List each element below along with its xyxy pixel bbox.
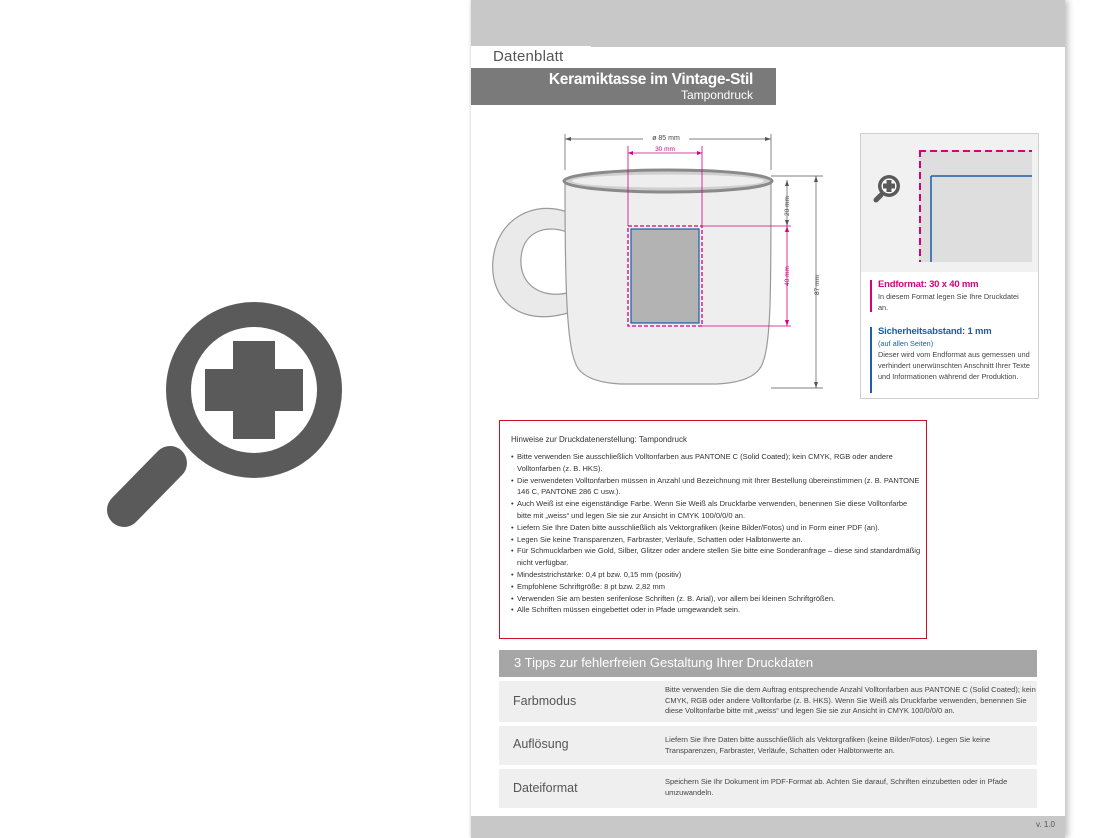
dim-total-height: 87 mm (814, 275, 821, 295)
hint-item: • Bitte verwenden Sie ausschließlich Volltonfarben aus PANTONE C (Solid Coated); kein CMYK, RGB oder andere Volltonfarben (z. B. HKS). (511, 451, 921, 475)
product-subtitle: Tampondruck (680, 88, 753, 102)
endformat-title: Endformat: 30 x 40 mm (878, 279, 979, 290)
hints-title: Hinweise zur Druckdatenerstellung: Tampondruck (511, 435, 687, 444)
zoom-in-icon[interactable] (873, 172, 903, 204)
print-hints-box (499, 420, 927, 639)
tip-text: Speichern Sie Ihr Dokument im PDF-Format ab. Achten Sie darauf, Schriften einzubetten oder in Pfade umzuwandeln. (665, 777, 1008, 797)
tip-label: Farbmodus (513, 694, 577, 708)
tip-text: Liefern Sie Ihre Daten bitte ausschließlich als Vektorgrafiken (keine Bilder/Fotos). Legen Sie keine Transparenzen, Farbraster, Verläufe, Schatten oder Halbtonwerte an. (665, 735, 991, 755)
hint-item: • Auch Weiß ist eine eigenständige Farbe. Wenn Sie Weiß als Druckfarbe verwenden, benennen Sie diese Volltonfarbe bitte mit „weiss“ und legen Sie sie zur Ansicht in CMYK 100/0/0/0 an. (511, 498, 921, 522)
hint-item: • Für Schmuckfarben wie Gold, Silber, Glitzer oder andere stellen Sie bitte eine Sonderanfrage – diese sind standardmäßig nicht verfügbar. (511, 545, 921, 569)
hint-item: • Empfohlene Schriftgröße: 8 pt bzw. 2,82 mm (511, 581, 921, 593)
mug-drawing (471, 120, 851, 405)
format-preview (861, 134, 1038, 272)
tip-label: Dateiformat (513, 781, 578, 795)
hint-item: • Mindeststrichstärke: 0,4 pt bzw. 0,15 mm (positiv) (511, 569, 921, 581)
dim-diameter: ø 85 mm (652, 135, 680, 142)
dim-print-height: 40 mm (784, 266, 791, 286)
zoom-in-icon[interactable] (100, 288, 360, 548)
tips-header (499, 650, 1037, 677)
tip-text: Bitte verwenden Sie die dem Auftrag entsprechende Anzahl Volltonfarben aus PANTONE C (Solid Coated); kein CMYK, RGB oder andere Volltonfarbe (z. B. HKS). Wenn Sie Weiß als Druckfarbe verwenden, benennen Sie diese Volltonfarbe bitte mit „weiss“ und legen Sie sie zur Ansicht in CMYK 100/0/0/0 an. (665, 685, 1036, 715)
mug-handle (493, 208, 571, 316)
safety-marker (870, 327, 872, 393)
hint-item: • Alle Schriften müssen eingebettet oder in Pfade umgewandelt sein. (511, 604, 921, 616)
version-label: v. 1.0 (1036, 820, 1055, 829)
hint-item: • Legen Sie keine Transparenzen, Farbraster, Verläufe, Schatten oder Halbtonwerte an. (511, 534, 921, 546)
hint-item: • Verwenden Sie am besten serifenlose Schriften (z. B. Arial), vor allem bei kleinen Schriftgrößen. (511, 593, 921, 605)
tip-row-dateiformat (499, 769, 1037, 808)
dim-width: 30 mm (655, 146, 675, 153)
endformat-corner-preview (919, 150, 1032, 262)
endformat-text: In diesem Format legen Sie Ihre Druckdatei an. (878, 292, 1019, 312)
safety-text: Dieser wird vom Endformat aus gemessen und verhindert unerwünschten Anschnitt Ihrer Texte und Informationen während der Produktion. (878, 350, 1030, 381)
safety-title: Sicherheitsabstand: 1 mm (878, 326, 992, 337)
tip-label: Auflösung (513, 737, 569, 751)
format-info-box (860, 133, 1039, 399)
tips-title: 3 Tipps zur fehlerfreien Gestaltung Ihrer Druckdaten (514, 655, 814, 670)
product-title: Keramiktasse im Vintage-Stil (548, 71, 753, 88)
print-area-safe (631, 229, 699, 323)
top-band (471, 0, 1065, 47)
tip-row-farbmodus (499, 681, 1037, 722)
datasheet-label: Datenblatt (493, 48, 564, 65)
dim-top: 20 mm (784, 196, 791, 216)
bottom-band (471, 816, 1065, 838)
safety-subtitle: (auf allen Seiten) (878, 339, 934, 348)
endformat-marker (870, 280, 872, 312)
hints-list (511, 451, 921, 616)
datasheet-page (471, 0, 1065, 838)
tip-row-aufloesung (499, 726, 1037, 765)
title-bar (471, 68, 776, 105)
hint-item: • Die verwendeten Volltonfarben müssen in Anzahl und Bezeichnung mit Ihrer Bestellung übereinstimmen (z. B. PANTONE 146 C, PANTONE 286 C usw.). (511, 475, 921, 499)
datasheet-tab (471, 46, 591, 68)
hint-item: • Liefern Sie Ihre Daten bitte ausschließlich als Vektorgrafiken (keine Bilder/Fotos) und in Form einer PDF (an). (511, 522, 921, 534)
